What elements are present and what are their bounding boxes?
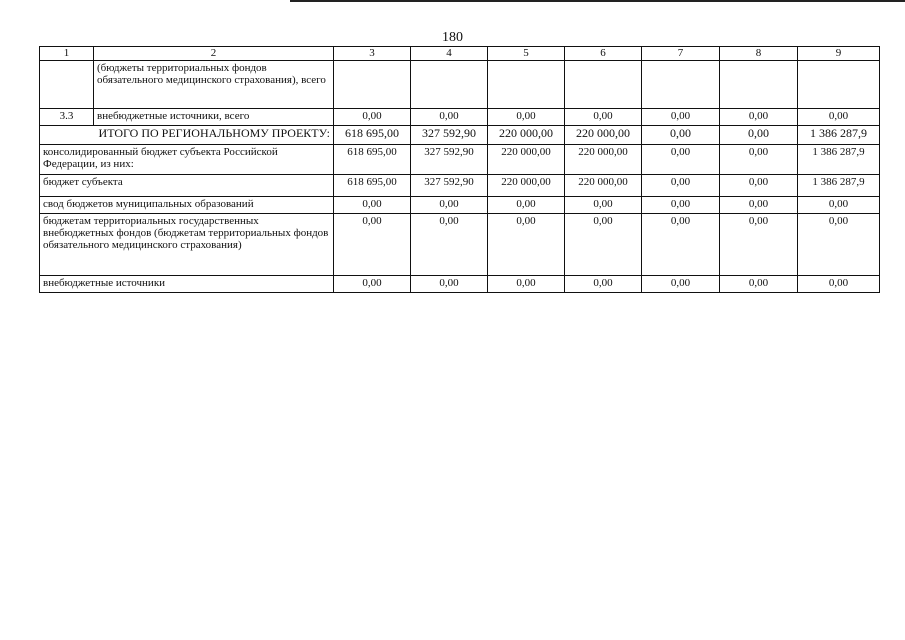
value-cell	[642, 61, 720, 109]
value-cell: 0,00	[720, 126, 798, 145]
value-cell: 0,00	[565, 197, 642, 214]
row-label: (бюджеты территориальных фондов обязательного медицинского страхования), всего	[94, 61, 334, 109]
row-code	[40, 61, 94, 109]
column-number: 3	[334, 47, 411, 61]
column-number: 9	[798, 47, 880, 61]
value-cell	[411, 61, 488, 109]
value-cell: 0,00	[488, 214, 565, 276]
table-row	[40, 276, 880, 293]
row-label: внебюджетные источники, всего	[94, 109, 334, 126]
table-row	[40, 61, 880, 109]
row-label: консолидированный бюджет субъекта Российской Федерации, из них:	[40, 145, 334, 175]
value-cell: 0,00	[411, 197, 488, 214]
value-cell: 0,00	[642, 214, 720, 276]
value-cell: 220 000,00	[565, 175, 642, 197]
row-label: бюджетам территориальных государственных внебюджетных фондов (бюджетам территориальных фондов обязательного медицинского страхования)	[40, 214, 334, 276]
value-cell: 618 695,00	[334, 175, 411, 197]
total-label: ИТОГО ПО РЕГИОНАЛЬНОМУ ПРОЕКТУ:	[40, 126, 334, 145]
value-cell: 0,00	[565, 214, 642, 276]
value-cell: 0,00	[488, 109, 565, 126]
value-cell: 220 000,00	[565, 126, 642, 145]
value-cell: 0,00	[334, 109, 411, 126]
value-cell: 327 592,90	[411, 175, 488, 197]
value-cell	[334, 61, 411, 109]
value-cell: 0,00	[334, 276, 411, 293]
value-cell: 0,00	[642, 145, 720, 175]
column-number: 8	[720, 47, 798, 61]
column-number-row	[40, 47, 880, 61]
row-label: внебюджетные источники	[40, 276, 334, 293]
row-code: 3.3	[40, 109, 94, 126]
page-number: 180	[442, 30, 463, 45]
table-row	[40, 197, 880, 214]
value-cell: 1 386 287,9	[798, 145, 880, 175]
value-cell: 220 000,00	[488, 145, 565, 175]
value-cell	[720, 61, 798, 109]
value-cell: 0,00	[488, 276, 565, 293]
budget-table	[39, 46, 880, 293]
column-number: 6	[565, 47, 642, 61]
value-cell: 220 000,00	[488, 126, 565, 145]
table-row-total	[40, 126, 880, 145]
table-row	[40, 109, 880, 126]
value-cell: 327 592,90	[411, 145, 488, 175]
row-label: бюджет субъекта	[40, 175, 334, 197]
table-row	[40, 175, 880, 197]
value-cell: 0,00	[642, 276, 720, 293]
column-number: 5	[488, 47, 565, 61]
table-row	[40, 214, 880, 276]
column-number: 7	[642, 47, 720, 61]
value-cell	[798, 61, 880, 109]
value-cell: 0,00	[642, 126, 720, 145]
value-cell: 220 000,00	[565, 145, 642, 175]
page-top-border	[290, 0, 905, 2]
value-cell: 0,00	[642, 175, 720, 197]
column-number: 4	[411, 47, 488, 61]
value-cell: 0,00	[411, 276, 488, 293]
column-number: 2	[94, 47, 334, 61]
column-number: 1	[40, 47, 94, 61]
value-cell: 0,00	[334, 214, 411, 276]
value-cell: 0,00	[565, 276, 642, 293]
value-cell: 0,00	[720, 276, 798, 293]
value-cell: 0,00	[334, 197, 411, 214]
value-cell	[565, 61, 642, 109]
value-cell: 0,00	[720, 197, 798, 214]
value-cell: 0,00	[798, 197, 880, 214]
value-cell: 0,00	[720, 145, 798, 175]
value-cell: 0,00	[798, 109, 880, 126]
value-cell: 0,00	[720, 214, 798, 276]
value-cell: 220 000,00	[488, 175, 565, 197]
value-cell: 327 592,90	[411, 126, 488, 145]
value-cell: 0,00	[411, 109, 488, 126]
value-cell: 1 386 287,9	[798, 126, 880, 145]
value-cell: 0,00	[565, 109, 642, 126]
value-cell: 0,00	[798, 276, 880, 293]
value-cell: 0,00	[488, 197, 565, 214]
value-cell	[488, 61, 565, 109]
value-cell: 0,00	[642, 109, 720, 126]
value-cell: 0,00	[411, 214, 488, 276]
value-cell: 618 695,00	[334, 126, 411, 145]
value-cell: 0,00	[720, 175, 798, 197]
value-cell: 0,00	[798, 214, 880, 276]
value-cell: 0,00	[642, 197, 720, 214]
value-cell: 0,00	[720, 109, 798, 126]
value-cell: 1 386 287,9	[798, 175, 880, 197]
value-cell: 618 695,00	[334, 145, 411, 175]
row-label: свод бюджетов муниципальных образований	[40, 197, 334, 214]
table-row	[40, 145, 880, 175]
